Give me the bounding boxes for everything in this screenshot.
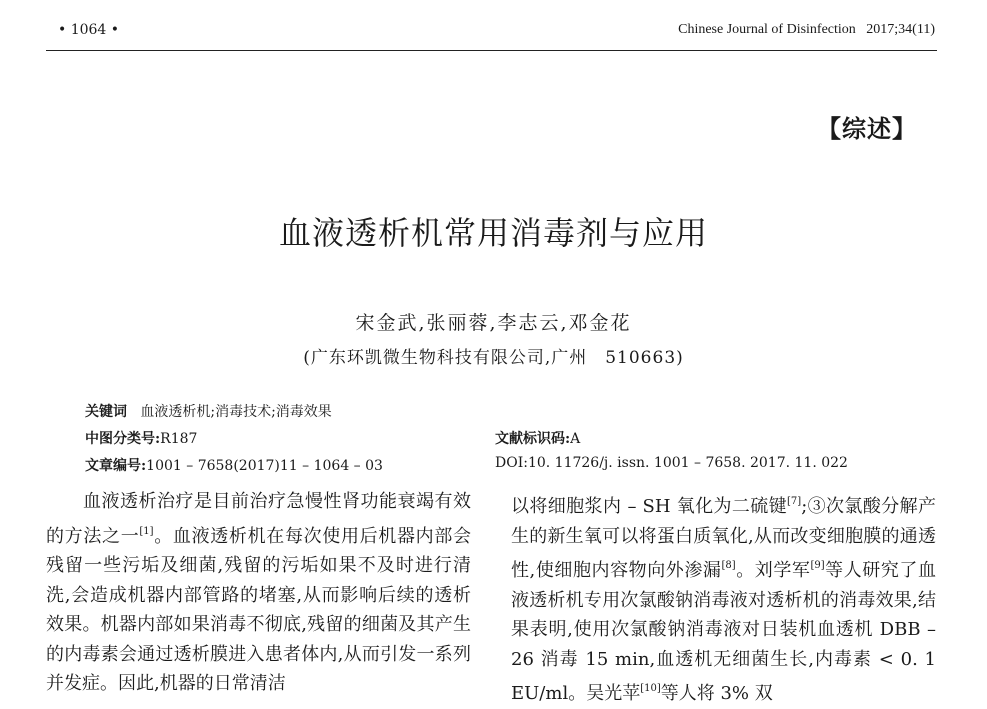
author-affiliation: (广东环凯微生物科技有限公司,广州 510663) bbox=[303, 348, 684, 368]
article-no-line bbox=[85, 455, 383, 475]
paragraph bbox=[511, 487, 936, 709]
citation-ref: [8] bbox=[721, 560, 736, 571]
keywords-label: 关键词 bbox=[85, 404, 127, 420]
header-divider bbox=[46, 50, 937, 51]
doc-code-line bbox=[495, 428, 580, 448]
journal-name: Chinese Journal of Disinfection bbox=[678, 22, 856, 37]
journal-header bbox=[678, 22, 935, 38]
citation-ref: [1] bbox=[139, 525, 154, 537]
doc-code-label: 文献标识码: bbox=[495, 431, 571, 447]
body-text: 血液透析治疗是目前治疗急慢性肾功能衰竭有效的方法之一 bbox=[46, 491, 471, 547]
article-category: 【综述】 bbox=[817, 114, 917, 143]
doi-line bbox=[495, 455, 848, 471]
keywords-line bbox=[85, 401, 332, 421]
body-text: 等人将 3% 双 bbox=[660, 683, 773, 704]
body-right-column bbox=[511, 487, 936, 709]
article-authors: 宋金武,张丽蓉,李志云,邓金花 bbox=[355, 312, 632, 334]
citation-ref: [9] bbox=[810, 560, 825, 571]
keywords-value: 血液透析机;消毒技术;消毒效果 bbox=[140, 404, 332, 420]
body-text: 等人研究了血液透析机专用次氯酸钠消毒液对透析机的消毒效果,结果表明,使用次氯酸钠消毒液对日装机血透机 DBB – 26 消毒 15 min,血透机无细菌生长,内毒素 < 0. 1 EU/ml。吴光苹 bbox=[511, 560, 936, 704]
article-title: 血液透析机常用消毒剂与应用 bbox=[278, 214, 708, 252]
doi-value: 10. 11726/j. issn. 1001 – 7658. 2017. 11. 022 bbox=[527, 455, 848, 471]
clc-line bbox=[85, 428, 197, 448]
doc-code-value: A bbox=[570, 431, 581, 447]
article-no-value: 1001 – 7658(2017)11 – 1064 – 03 bbox=[146, 458, 383, 474]
citation-ref: [7] bbox=[787, 496, 802, 507]
citation-ref: [10] bbox=[640, 683, 661, 694]
doi-label: DOI: bbox=[495, 455, 528, 471]
body-text: 。血液透析机在每次使用后机器内部会残留一些污垢及细菌,残留的污垢如果不及时进行清洗,会造成机器内部管路的堵塞,从而影响后续的透析效果。机器内部如果消毒不彻底,残留的细菌及其产生的内毒素会通过透析膜进入患者体内,从而引发一系列并发症。因此,机器的日常清洁 bbox=[46, 525, 472, 694]
journal-issue: 2017;34(11) bbox=[866, 22, 935, 37]
clc-label: 中图分类号: bbox=[85, 431, 161, 447]
body-left-column bbox=[46, 487, 471, 699]
clc-value: R187 bbox=[160, 431, 198, 447]
body-text: 。刘学军 bbox=[735, 560, 811, 581]
article-no-label: 文章编号: bbox=[85, 458, 147, 474]
paragraph bbox=[46, 487, 471, 699]
body-text: ;③次氯酸分解产生的新生氧可以将蛋白质氧化,从而改变细胞膜的通透性,使细胞内容物向外渗漏 bbox=[511, 496, 936, 581]
page-number: • 1064 • bbox=[58, 22, 120, 38]
body-text: 以将细胞浆内 – SH 氧化为二硫键 bbox=[511, 496, 788, 517]
